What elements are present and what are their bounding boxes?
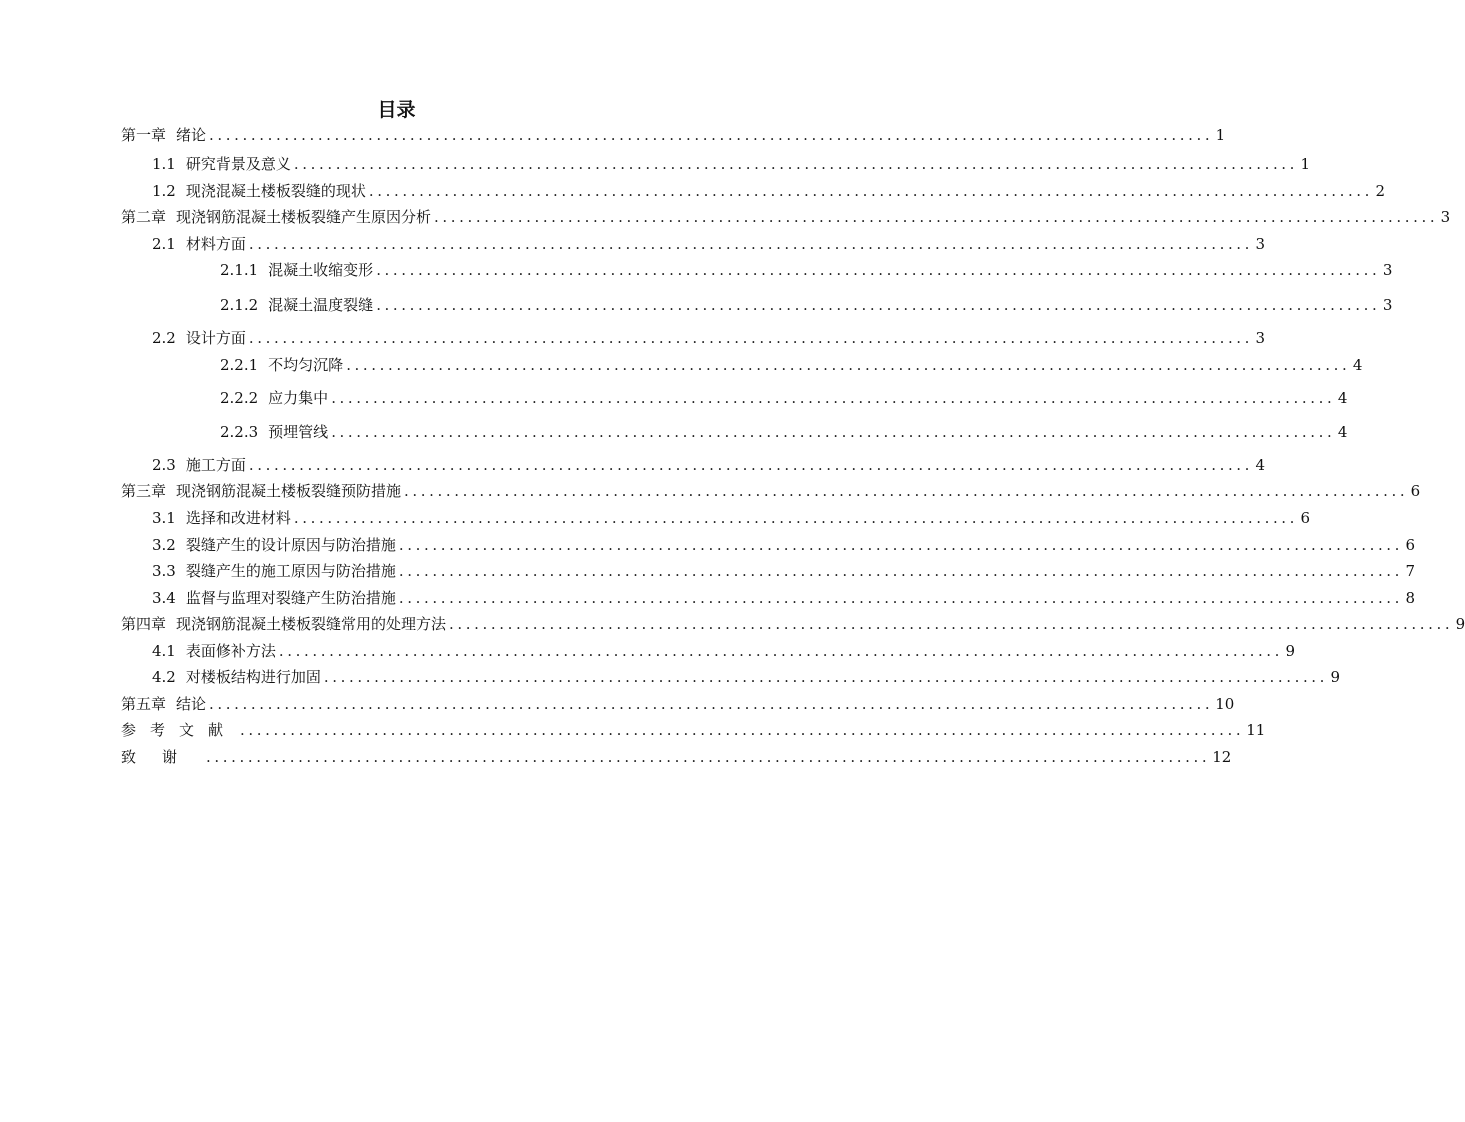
toc-entry-1-1[interactable]	[152, 153, 1311, 175]
toc-entry-number: 第三章	[121, 482, 167, 500]
dot-leader: ........................................................................................................................	[434, 208, 1439, 226]
toc-entry-text: 监督与监理对裂缝产生防治措施	[185, 589, 396, 607]
toc-entry-number: 3.3	[152, 562, 176, 580]
toc-entry-page: 2	[1375, 182, 1386, 200]
toc-entry-number: 4.2	[152, 668, 176, 686]
toc-entry-text: 结论	[176, 695, 207, 713]
toc-entry-2-1-2[interactable]	[220, 294, 1393, 316]
toc-entry-page: 9	[1455, 615, 1465, 633]
toc-entry-text: 表面修补方法	[185, 642, 276, 660]
toc-entry-text: 现浇钢筋混凝土楼板裂缝预防措施	[176, 482, 402, 500]
toc-entry-number: 2.2.1	[220, 356, 259, 374]
dot-leader: ........................................................................................................................	[376, 261, 1381, 279]
toc-entry-chapter-5[interactable]	[121, 693, 1235, 715]
toc-entry-page: 3	[1440, 208, 1451, 226]
dot-leader: ........................................................................................................................	[368, 182, 1374, 200]
toc-entry-number: 2.1.1	[220, 261, 259, 279]
toc-entry-chapter-1[interactable]	[121, 124, 1226, 146]
toc-entry-number: 第四章	[121, 615, 167, 633]
toc-entry-number: 2.2.2	[220, 389, 259, 407]
toc-entry-page: 9	[1285, 642, 1296, 660]
dot-leader: ........................................................................................................................	[323, 668, 1329, 686]
dot-leader: ........................................................................................................................	[331, 389, 1336, 407]
toc-entry-4-2[interactable]	[152, 666, 1341, 688]
toc-entry-number: 第五章	[121, 695, 167, 713]
toc-entry-page: 6	[1405, 536, 1416, 554]
toc-entry-text: 现浇混凝土楼板裂缝的现状	[185, 182, 366, 200]
dot-leader: ........................................................................................................................	[331, 423, 1336, 441]
toc-entry-number: 1.1	[152, 155, 176, 173]
toc-entry-text: 研究背景及意义	[185, 155, 291, 173]
dot-leader: ........................................................................................................................	[206, 748, 1211, 766]
toc-entry-number: 第一章	[121, 126, 167, 144]
dot-leader: ........................................................................................................................	[209, 126, 1214, 144]
toc-entry-number: 2.1	[152, 235, 176, 253]
toc-entry-number: 3.4	[152, 589, 176, 607]
toc-entry-text: 现浇钢筋混凝土楼板裂缝产生原因分析	[176, 208, 432, 226]
toc-entry-4-1[interactable]	[152, 640, 1296, 662]
toc-entry-chapter-2[interactable]	[121, 206, 1451, 228]
toc-entry-2-2-2[interactable]	[220, 387, 1348, 409]
toc-entry-3-4[interactable]	[152, 587, 1416, 609]
toc-entry-page: 4	[1337, 423, 1348, 441]
dot-leader: ........................................................................................................................	[209, 695, 1214, 713]
toc-entry-number: 3.1	[152, 509, 176, 527]
dot-leader: ........................................................................................................................	[240, 721, 1245, 739]
dot-leader: ........................................................................................................................	[248, 456, 1254, 474]
toc-entry-text: 裂缝产生的施工原因与防治措施	[185, 562, 396, 580]
toc-entry-page: 3	[1382, 261, 1393, 279]
dot-leader: ........................................................................................................................	[346, 356, 1351, 374]
toc-entry-2-2-3[interactable]	[220, 421, 1348, 443]
toc-entry-number: 第二章	[121, 208, 167, 226]
toc-entry-text: 不均匀沉降	[268, 356, 344, 374]
toc-entry-number: 2.2	[152, 329, 176, 347]
dot-leader: ........................................................................................................................	[248, 329, 1254, 347]
dot-leader: ........................................................................................................................	[398, 562, 1404, 580]
toc-entry-references[interactable]	[121, 719, 1266, 741]
toc-entry-2-2-1[interactable]	[220, 354, 1363, 376]
dot-leader: ........................................................................................................................	[293, 509, 1299, 527]
toc-entry-page: 4	[1255, 456, 1266, 474]
dot-leader: ........................................................................................................................	[449, 615, 1454, 633]
dot-leader: ........................................................................................................................	[248, 235, 1254, 253]
dot-leader: ........................................................................................................................	[293, 155, 1299, 173]
toc-entry-text: 预埋管线	[268, 423, 329, 441]
dot-leader: ........................................................................................................................	[404, 482, 1409, 500]
toc-entry-number: 2.3	[152, 456, 176, 474]
toc-entry-number: 3.2	[152, 536, 176, 554]
toc-entry-page: 3	[1382, 296, 1393, 314]
toc-entry-text: 参考文献	[121, 721, 238, 739]
toc-entry-chapter-3[interactable]	[121, 480, 1421, 502]
dot-leader: ........................................................................................................................	[398, 589, 1404, 607]
toc-entry-page: 6	[1410, 482, 1421, 500]
toc-entry-page: 4	[1352, 356, 1363, 374]
toc-entry-text: 选择和改进材料	[185, 509, 291, 527]
toc-entry-page: 1	[1300, 155, 1311, 173]
toc-entry-page: 8	[1405, 589, 1416, 607]
toc-entry-text: 施工方面	[185, 456, 246, 474]
toc-entry-2-1[interactable]	[152, 233, 1266, 255]
toc-entry-text: 绪论	[176, 126, 207, 144]
toc-entry-page: 7	[1405, 562, 1416, 580]
toc-entry-page: 3	[1255, 235, 1266, 253]
toc-entry-acknowledgements[interactable]	[121, 746, 1232, 768]
toc-title: 目录	[377, 99, 416, 121]
toc-entry-text: 混凝土温度裂缝	[268, 296, 374, 314]
toc-entry-page: 12	[1212, 748, 1232, 766]
toc-entry-number: 1.2	[152, 182, 176, 200]
dot-leader: ........................................................................................................................	[278, 642, 1284, 660]
toc-entry-text: 混凝土收缩变形	[268, 261, 374, 279]
toc-entry-page: 11	[1246, 721, 1266, 739]
toc-entry-3-2[interactable]	[152, 534, 1416, 556]
toc-entry-page: 10	[1215, 695, 1235, 713]
dot-leader: ........................................................................................................................	[376, 296, 1381, 314]
toc-entry-page: 4	[1337, 389, 1348, 407]
toc-entry-text: 现浇钢筋混凝土楼板裂缝常用的处理方法	[176, 615, 447, 633]
toc-entry-page: 6	[1300, 509, 1311, 527]
toc-entry-2-2[interactable]	[152, 327, 1266, 349]
toc-entry-number: 4.1	[152, 642, 176, 660]
toc-entry-2-3[interactable]	[152, 454, 1266, 476]
toc-entry-text: 设计方面	[185, 329, 246, 347]
toc-entry-page: 1	[1215, 126, 1226, 144]
toc-entry-text: 致谢	[121, 748, 204, 766]
toc-entry-chapter-4[interactable]	[121, 613, 1465, 635]
toc-entry-3-3[interactable]	[152, 560, 1416, 582]
toc-entry-text: 裂缝产生的设计原因与防治措施	[185, 536, 396, 554]
toc-entry-number: 2.2.3	[220, 423, 259, 441]
toc-entry-text: 应力集中	[268, 389, 329, 407]
toc-entry-page: 9	[1330, 668, 1341, 686]
toc-entry-page: 3	[1255, 329, 1266, 347]
toc-entry-1-2[interactable]	[152, 180, 1386, 202]
toc-entry-3-1[interactable]	[152, 507, 1311, 529]
toc-entry-text: 材料方面	[185, 235, 246, 253]
toc-entry-text: 对楼板结构进行加固	[185, 668, 321, 686]
toc-entry-2-1-1[interactable]	[220, 259, 1393, 281]
dot-leader: ........................................................................................................................	[398, 536, 1404, 554]
toc-entry-number: 2.1.2	[220, 296, 259, 314]
